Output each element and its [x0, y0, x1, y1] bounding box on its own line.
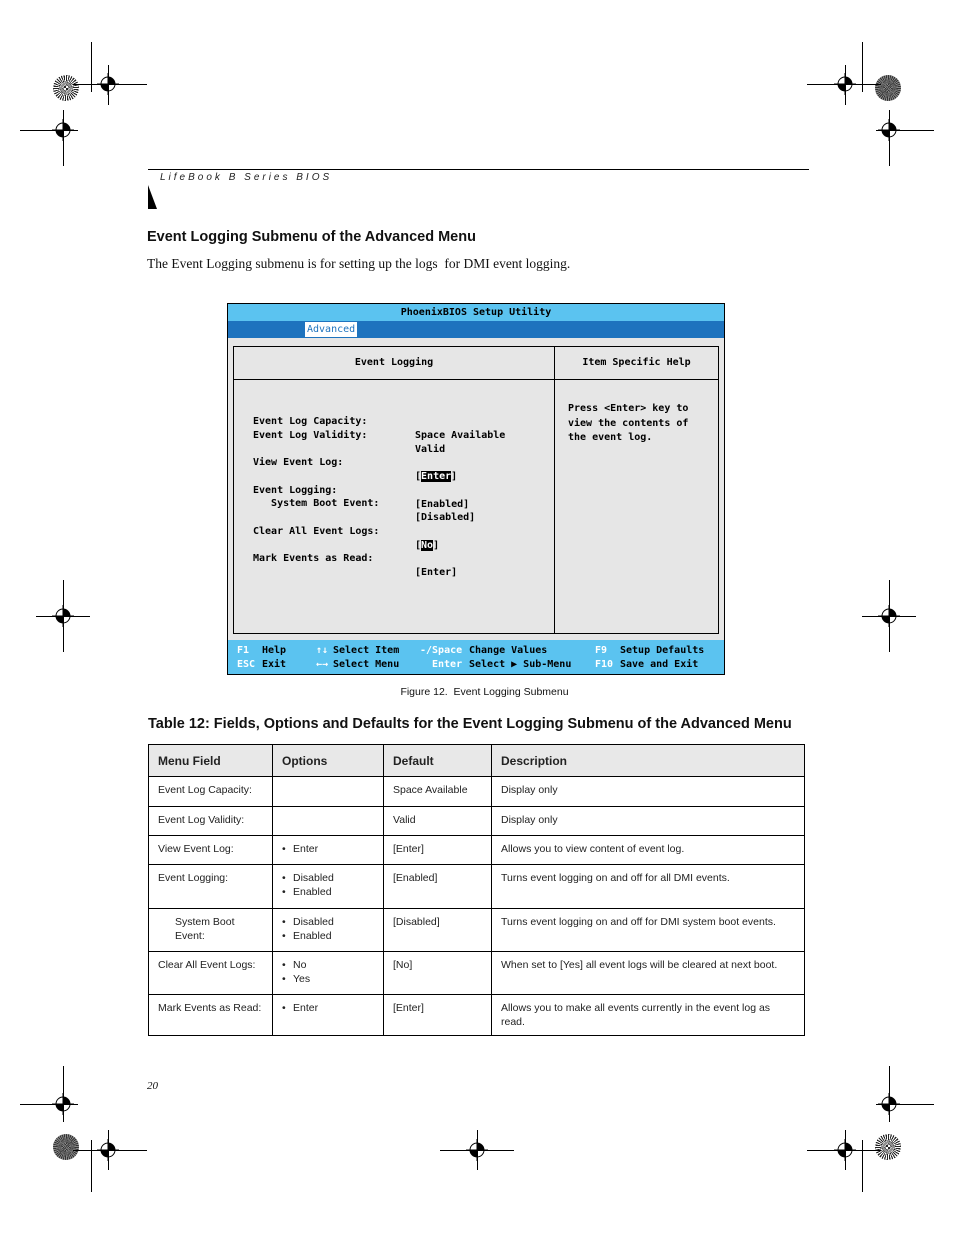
- table-title: Table 12: Fields, Options and Defaults for the Event Logging Submenu of the Advanced Menu: [148, 716, 792, 732]
- key-f9-label: Setup Defaults: [620, 645, 705, 656]
- key-esc: ESC: [237, 659, 256, 670]
- intro-paragraph: The Event Logging submenu is for setting up the logs for DMI event logging.: [147, 256, 571, 271]
- cell-options: [273, 865, 384, 909]
- bios-row-event-log-validity: Event Log Validity: Valid: [253, 430, 446, 455]
- cell-description: Turns event logging on and off for all DMI events.: [492, 865, 805, 909]
- cell-options: [273, 836, 384, 865]
- key-f10-label: Save and Exit: [620, 659, 699, 670]
- bios-screen: [227, 303, 725, 675]
- figure-caption: Figure 12. Event Logging Submenu: [400, 686, 569, 698]
- cell-default: [Disabled]: [384, 909, 492, 952]
- fields-table: [148, 744, 805, 1036]
- cell-description: Display only: [492, 777, 805, 807]
- key-minus-space: -/Space: [420, 645, 463, 656]
- table-header-row: [149, 745, 805, 777]
- key-f1: F1: [237, 645, 250, 656]
- crosshair-mark-icon: [97, 73, 119, 95]
- option-item: • Disabled: [282, 871, 374, 885]
- table-row: [149, 865, 805, 909]
- bios-help-header: Item Specific Help: [555, 347, 718, 380]
- option-item: • Enabled: [282, 885, 374, 899]
- bios-row-event-logging[interactable]: Event Logging: [Enabled]: [253, 485, 470, 510]
- table-row: [149, 777, 805, 807]
- bios-help-column: [555, 347, 718, 633]
- cell-description: Display only: [492, 807, 805, 836]
- cell-description: Allows you to make all events currently in the event log as read.: [492, 995, 805, 1036]
- cell-description: Allows you to view content of event log.: [492, 836, 805, 865]
- cell-field: Event Log Validity:: [149, 807, 273, 836]
- option-item: • Enter: [282, 842, 374, 856]
- cell-description: When set to [Yes] all event logs will be cleared at next boot.: [492, 952, 805, 995]
- cell-options: [273, 777, 384, 807]
- key-esc-label: Exit: [262, 659, 287, 670]
- bios-panel: [233, 346, 719, 634]
- column-header: Default: [384, 745, 492, 777]
- cell-description: Turns event logging on and off for DMI system boot events.: [492, 909, 805, 952]
- bios-menu-bar: [228, 321, 724, 338]
- cell-options: [273, 952, 384, 995]
- bios-row-clear-all-event-logs[interactable]: Clear All Event Logs: [No]: [253, 526, 440, 551]
- bios-row-mark-events-as-read[interactable]: Mark Events as Read: [Enter]: [253, 553, 458, 578]
- cell-default: [Enter]: [384, 836, 492, 865]
- key-left-right-label: Select Menu: [333, 659, 400, 670]
- key-f10: F10: [595, 659, 614, 670]
- cell-options: [273, 995, 384, 1036]
- header-rule: [148, 169, 809, 170]
- column-header: Menu Field: [149, 745, 273, 777]
- crosshair-mark-icon: [466, 1139, 488, 1161]
- crosshair-mark-icon: [52, 1093, 74, 1115]
- key-up-down-label: Select Item: [333, 645, 400, 656]
- cell-default: [Enabled]: [384, 865, 492, 909]
- cell-field: Clear All Event Logs:: [149, 952, 273, 995]
- bios-row-view-event-log[interactable]: View Event Log: [Enter]: [253, 457, 458, 482]
- starburst-mark-icon: [875, 75, 901, 101]
- header-tab-marker: [148, 185, 157, 209]
- cell-field: Event Log Capacity:: [149, 777, 273, 807]
- cell-field: System Boot Event:: [149, 909, 273, 952]
- bios-value-view-event-log[interactable]: [Enter]: [415, 471, 458, 482]
- crosshair-mark-icon: [878, 605, 900, 627]
- bios-value-clear-all[interactable]: [No]: [415, 540, 440, 551]
- crosshair-mark-icon: [52, 605, 74, 627]
- cell-field: View Event Log:: [149, 836, 273, 865]
- option-item: • Disabled: [282, 915, 374, 929]
- crosshair-mark-icon: [878, 1093, 900, 1115]
- cell-field: Event Logging:: [149, 865, 273, 909]
- table-row: [149, 952, 805, 995]
- key-up-down: ↑↓: [316, 645, 329, 656]
- bios-key-legend: [228, 640, 724, 674]
- page-number: 20: [147, 1080, 158, 1092]
- crosshair-mark-icon: [834, 1139, 856, 1161]
- key-f9: F9: [595, 645, 608, 656]
- bios-title-bar: PhoenixBIOS Setup Utility: [228, 304, 724, 321]
- cell-options: [273, 909, 384, 952]
- key-minus-space-label: Change Values: [469, 645, 548, 656]
- crosshair-mark-icon: [834, 73, 856, 95]
- cell-options: [273, 807, 384, 836]
- option-item: • No: [282, 958, 374, 972]
- bios-settings-header: Event Logging: [234, 347, 554, 380]
- bios-menu-advanced[interactable]: Advanced: [307, 324, 356, 335]
- key-f1-label: Help: [262, 645, 287, 656]
- section-heading: Event Logging Submenu of the Advanced Menu: [147, 229, 476, 245]
- cell-default: [Enter]: [384, 995, 492, 1036]
- cell-default: Valid: [384, 807, 492, 836]
- option-item: • Enter: [282, 1001, 374, 1015]
- cell-default: [No]: [384, 952, 492, 995]
- bios-help-text: Press <Enter> key to view the contents of the event log.: [568, 403, 689, 443]
- starburst-mark-icon: [53, 1134, 79, 1160]
- table-row: [149, 995, 805, 1036]
- option-item: • Enabled: [282, 929, 374, 943]
- cell-default: Space Available: [384, 777, 492, 807]
- key-enter-label: Select ▶ Sub-Menu: [469, 659, 572, 670]
- running-head: LifeBook B Series BIOS: [160, 172, 333, 183]
- cell-field: Mark Events as Read:: [149, 995, 273, 1036]
- starburst-mark-icon: [53, 75, 79, 101]
- starburst-mark-icon: [875, 1134, 901, 1160]
- column-header: Description: [492, 745, 805, 777]
- table-row: [149, 836, 805, 865]
- option-item: • Yes: [282, 972, 374, 986]
- crosshair-mark-icon: [52, 119, 74, 141]
- crosshair-mark-icon: [97, 1139, 119, 1161]
- column-header: Options: [273, 745, 384, 777]
- bios-row-system-boot-event[interactable]: System Boot Event: [Disabled]: [253, 498, 476, 523]
- bios-row-event-log-capacity: Event Log Capacity: Space Available: [253, 416, 506, 441]
- crosshair-mark-icon: [878, 119, 900, 141]
- table-row: [149, 807, 805, 836]
- table-row: [149, 909, 805, 952]
- bios-settings-column: [234, 347, 555, 633]
- key-left-right: ←→: [316, 659, 329, 670]
- key-enter: Enter: [432, 659, 463, 670]
